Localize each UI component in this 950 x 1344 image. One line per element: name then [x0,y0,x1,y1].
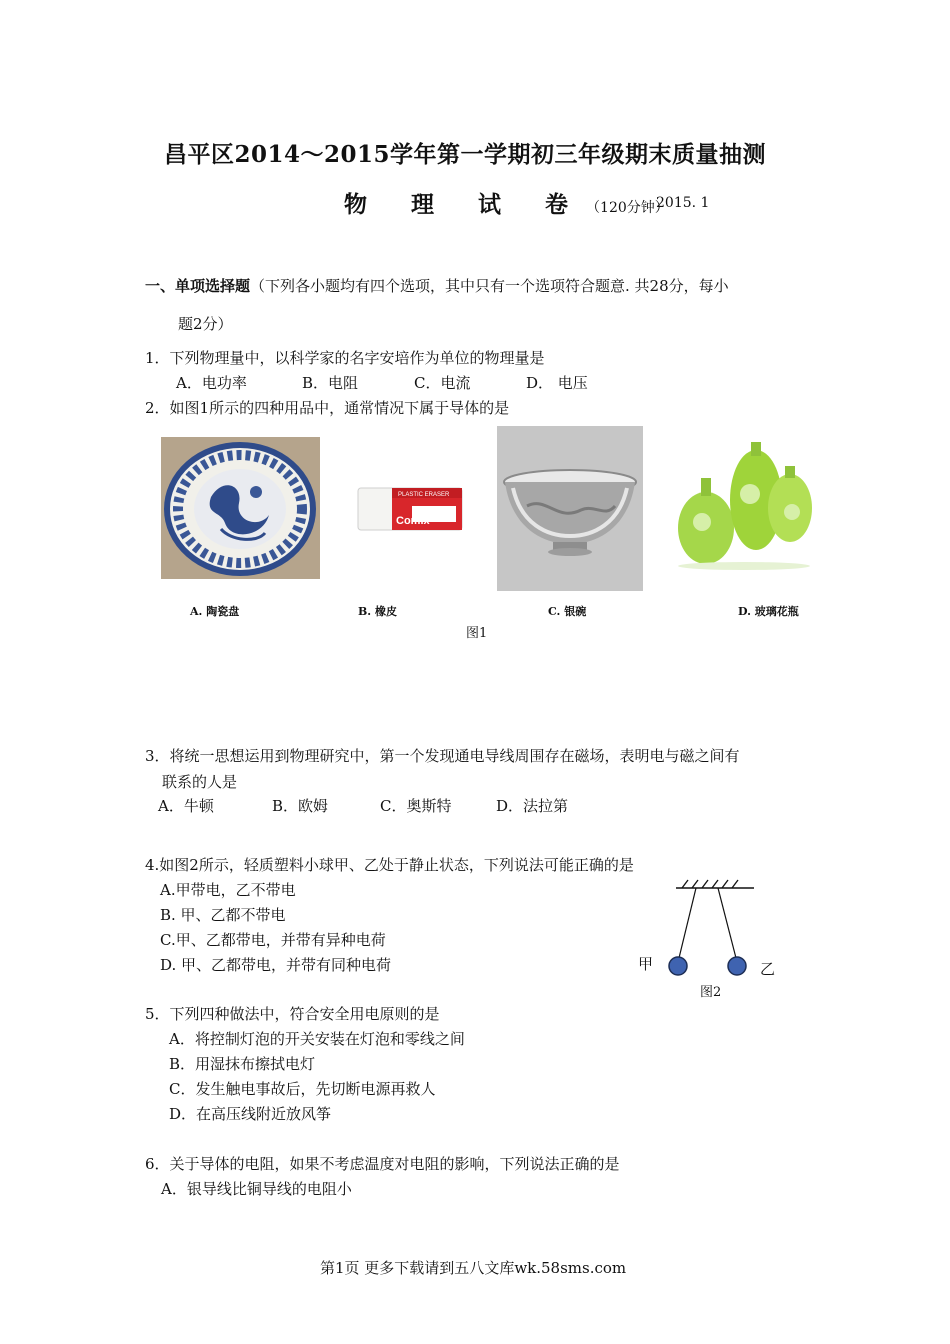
q5-option-b: B．用湿抹布擦拭电灯 [169,1055,316,1073]
q1-option-c: C．电流 [414,374,471,392]
porcelain-plate-image [161,437,320,579]
figure1-label: 图1 [466,626,488,641]
question-6-stem: 6．关于导体的电阻，如果不考虑温度对电阻的影响，下列说法正确的是 [145,1155,620,1173]
ball-label-yi: 乙 [760,960,776,978]
eraser-image [356,484,466,534]
section-note: （下列各小题均有四个选项，其中只有一个选项符合题意. 共28分，每小 [250,277,729,295]
q4-option-d: D. 甲、乙都带电，并带有同种电荷 [160,956,392,974]
q3-option-b: B．欧姆 [272,797,329,815]
q1-option-b: B．电阻 [302,374,359,392]
q5-option-a: A．将控制灯泡的开关安装在灯泡和零线之间 [169,1030,465,1048]
question-5-stem: 5．下列四种做法中，符合安全用电原则的是 [145,1005,440,1023]
subtitle-text: 物 理 试 卷 [344,191,587,218]
q3-option-c: C．奥斯特 [380,797,452,815]
figure1-caption-b: B. 橡皮 [358,605,397,618]
question-3-stem: 3．将统一思想运用到物理研究中，第一个发现通电导线周围存在磁场，表明电与磁之间有 [145,747,740,765]
figure1-caption-c: C. 银碗 [548,605,587,618]
figure1-caption-a: A. 陶瓷盘 [190,605,240,618]
eraser-brand: Comix [396,515,430,527]
exam-title: 昌平区2014～2015学年第一学期初三年级期末质量抽测 [164,141,767,168]
figure2-label: 图2 [700,985,722,1000]
question-4-stem: 4.如图2所示，轻质塑料小球甲、乙处于静止状态，下列说法可能正确的是 [145,856,634,874]
duration-text: （120分钟） [586,200,669,216]
glass-vase-image [674,440,814,570]
eraser-label: PLASTIC ERASER [398,492,450,498]
section-note-cont: 题2分） [178,315,233,333]
question-3-stem-cont: 联系的人是 [162,773,238,791]
paper-subtitle [344,186,669,219]
q3-option-a: A．牛顿 [158,797,214,815]
section-heading-line [145,276,729,296]
q4-option-c: C.甲、乙都带电，并带有异种电荷 [160,931,386,949]
ball-label-jia: 甲 [638,955,654,973]
q5-option-c: C．发生触电事故后，先切断电源再救人 [169,1080,436,1098]
section-heading: 一、单项选择题 [145,277,251,295]
q6-option-a: A．银导线比铜导线的电阻小 [161,1180,352,1198]
silver-bowl-image [497,426,643,591]
q1-option-d: D． 电压 [526,374,588,392]
question-1-stem: 1．下列物理量中，以科学家的名字安培作为单位的物理量是 [145,349,545,367]
q1-option-a: A．电功率 [176,374,247,392]
question-2-stem: 2．如图1所示的四种用品中，通常情况下属于导体的是 [145,399,510,417]
q4-option-a: A.甲带电，乙不带电 [160,881,296,899]
page-footer: 第1页 更多下载请到五八文库wk.58sms.com [320,1259,627,1277]
q5-option-d: D．在高压线附近放风筝 [169,1105,332,1123]
q4-option-b: B. 甲、乙都不带电 [160,906,286,924]
q3-option-d: D．法拉第 [496,797,569,815]
exam-date: 2015. 1 [656,195,710,211]
figure1-caption-d: D. 玻璃花瓶 [738,605,799,618]
